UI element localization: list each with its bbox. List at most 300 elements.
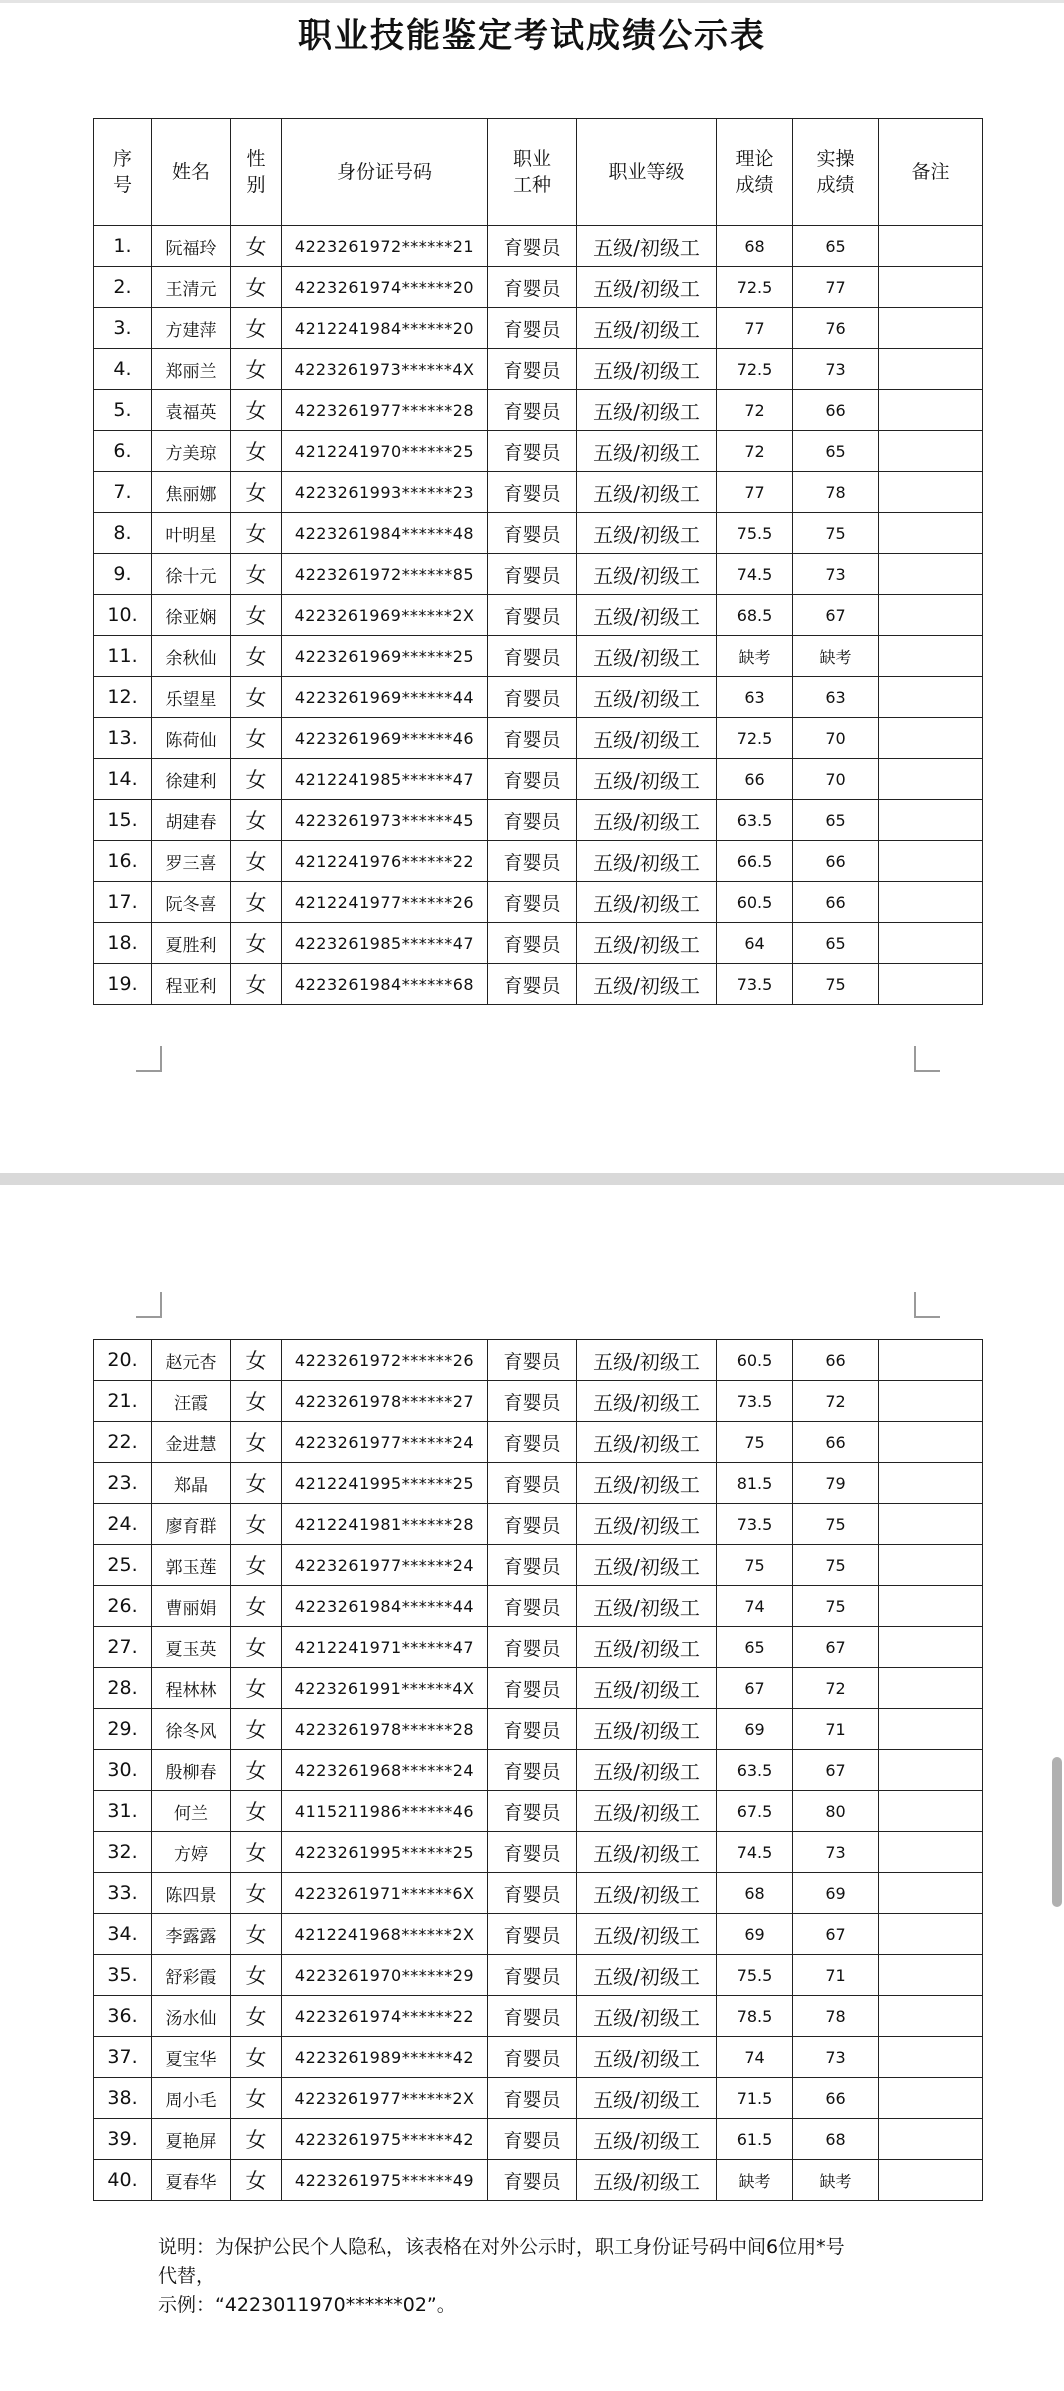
cell-level: 五级/初级工 <box>577 349 717 390</box>
cell-theory: 缺考 <box>717 2160 793 2201</box>
cell-name: 夏玉英 <box>152 1627 231 1668</box>
cell-practice: 66 <box>793 882 879 923</box>
table-row <box>94 1750 983 1791</box>
table-row <box>94 1832 983 1873</box>
cell-level: 五级/初级工 <box>577 759 717 800</box>
cell-job: 育婴员 <box>488 1750 577 1791</box>
cell-job: 育婴员 <box>488 882 577 923</box>
cell-practice: 65 <box>793 923 879 964</box>
cell-sex: 女 <box>231 554 282 595</box>
cell-sex: 女 <box>231 1381 282 1422</box>
cell-job: 育婴员 <box>488 2037 577 2078</box>
cell-theory: 71.5 <box>717 2078 793 2119</box>
privacy-note-line-2: 代替， <box>158 2265 216 2287</box>
table-row <box>94 964 983 1005</box>
cell-id: 4223261984******48 <box>282 513 488 554</box>
cell-practice: 73 <box>793 2037 879 2078</box>
cell-job: 育婴员 <box>488 2119 577 2160</box>
table-row <box>94 1463 983 1504</box>
cell-job: 育婴员 <box>488 1381 577 1422</box>
cell-no: 22. <box>94 1422 152 1463</box>
cell-job: 育婴员 <box>488 923 577 964</box>
cell-theory: 67.5 <box>717 1791 793 1832</box>
cell-sex: 女 <box>231 431 282 472</box>
privacy-note-line-1: 说明：为保护公民个人隐私，该表格在对外公示时，职工身份证号码中间6位用*号 <box>158 2236 845 2258</box>
cell-sex: 女 <box>231 2160 282 2201</box>
cell-id: 4212241976******22 <box>282 841 488 882</box>
cell-remark <box>879 1668 983 1709</box>
cell-no: 6. <box>94 431 152 472</box>
cell-practice: 70 <box>793 718 879 759</box>
cell-name: 周小毛 <box>152 2078 231 2119</box>
cell-no: 33. <box>94 1873 152 1914</box>
cell-name: 舒彩霞 <box>152 1955 231 1996</box>
cell-remark <box>879 554 983 595</box>
table-row <box>94 759 983 800</box>
cell-job: 育婴员 <box>488 1996 577 2037</box>
table-row <box>94 841 983 882</box>
cell-id: 4223261978******28 <box>282 1709 488 1750</box>
cell-id: 4223261975******42 <box>282 2119 488 2160</box>
cell-practice: 73 <box>793 349 879 390</box>
cell-theory: 74.5 <box>717 554 793 595</box>
cell-no: 21. <box>94 1381 152 1422</box>
table-row <box>94 1381 983 1422</box>
cell-practice: 65 <box>793 226 879 267</box>
cell-remark <box>879 1750 983 1791</box>
cell-job: 育婴员 <box>488 636 577 677</box>
cell-no: 32. <box>94 1832 152 1873</box>
cell-job: 育婴员 <box>488 349 577 390</box>
cell-theory: 65 <box>717 1627 793 1668</box>
cell-level: 五级/初级工 <box>577 718 717 759</box>
cell-id: 4223261989******42 <box>282 2037 488 2078</box>
table-row <box>94 2160 983 2201</box>
table-row <box>94 1996 983 2037</box>
cell-remark <box>879 1832 983 1873</box>
cell-name: 方建萍 <box>152 308 231 349</box>
cell-sex: 女 <box>231 718 282 759</box>
cell-id: 4223261978******27 <box>282 1381 488 1422</box>
cell-remark <box>879 390 983 431</box>
cell-name: 徐亚娴 <box>152 595 231 636</box>
cell-id: 4223261977******24 <box>282 1545 488 1586</box>
cell-job: 育婴员 <box>488 759 577 800</box>
cell-practice: 75 <box>793 964 879 1005</box>
cell-no: 10. <box>94 595 152 636</box>
cell-name: 乐望星 <box>152 677 231 718</box>
cell-practice: 缺考 <box>793 636 879 677</box>
cell-practice: 75 <box>793 1586 879 1627</box>
header-id: 身份证号码 <box>282 119 488 226</box>
cell-theory: 63.5 <box>717 1750 793 1791</box>
cell-id: 4223261972******85 <box>282 554 488 595</box>
cell-level: 五级/初级工 <box>577 1832 717 1873</box>
cell-level: 五级/初级工 <box>577 226 717 267</box>
cell-theory: 75 <box>717 1422 793 1463</box>
table-row <box>94 1709 983 1750</box>
cell-id: 4223261971******6X <box>282 1873 488 1914</box>
cell-theory: 60.5 <box>717 882 793 923</box>
cell-level: 五级/初级工 <box>577 2037 717 2078</box>
cell-practice: 78 <box>793 472 879 513</box>
cell-remark <box>879 267 983 308</box>
cell-no: 16. <box>94 841 152 882</box>
cell-sex: 女 <box>231 800 282 841</box>
cell-remark <box>879 226 983 267</box>
cell-id: 4223261969******46 <box>282 718 488 759</box>
cell-job: 育婴员 <box>488 1668 577 1709</box>
cell-sex: 女 <box>231 1955 282 1996</box>
cell-remark <box>879 1709 983 1750</box>
cell-name: 金进慧 <box>152 1422 231 1463</box>
cell-remark <box>879 2078 983 2119</box>
cell-job: 育婴员 <box>488 513 577 554</box>
cell-practice: 66 <box>793 841 879 882</box>
header-remark: 备注 <box>879 119 983 226</box>
cell-remark <box>879 2119 983 2160</box>
cell-practice: 66 <box>793 1422 879 1463</box>
cell-no: 20. <box>94 1340 152 1381</box>
cell-sex: 女 <box>231 1996 282 2037</box>
cell-remark <box>879 1381 983 1422</box>
cell-no: 12. <box>94 677 152 718</box>
cell-remark <box>879 882 983 923</box>
cell-job: 育婴员 <box>488 677 577 718</box>
cell-theory: 75.5 <box>717 513 793 554</box>
cell-no: 40. <box>94 2160 152 2201</box>
cell-sex: 女 <box>231 1545 282 1586</box>
cell-practice: 63 <box>793 677 879 718</box>
document-title: 职业技能鉴定考试成绩公示表 <box>298 16 766 56</box>
cell-id: 4223261995******25 <box>282 1832 488 1873</box>
cell-no: 7. <box>94 472 152 513</box>
cell-id: 4223261977******24 <box>282 1422 488 1463</box>
cell-name: 方婷 <box>152 1832 231 1873</box>
table-row <box>94 226 983 267</box>
cell-no: 2. <box>94 267 152 308</box>
cell-sex: 女 <box>231 308 282 349</box>
cell-theory: 72 <box>717 390 793 431</box>
cell-sex: 女 <box>231 923 282 964</box>
header-no: 序 号 <box>94 119 152 226</box>
cell-sex: 女 <box>231 390 282 431</box>
cell-no: 37. <box>94 2037 152 2078</box>
cell-job: 育婴员 <box>488 800 577 841</box>
cell-name: 郭玉莲 <box>152 1545 231 1586</box>
table-header-row <box>94 119 983 226</box>
cell-no: 17. <box>94 882 152 923</box>
table-row <box>94 2037 983 2078</box>
cell-job: 育婴员 <box>488 1832 577 1873</box>
cell-job: 育婴员 <box>488 2078 577 2119</box>
cell-no: 11. <box>94 636 152 677</box>
cell-id: 4223261973******45 <box>282 800 488 841</box>
header-practice: 实操 成绩 <box>793 119 879 226</box>
cell-remark <box>879 1955 983 1996</box>
cell-theory: 60.5 <box>717 1340 793 1381</box>
cell-id: 4223261970******29 <box>282 1955 488 1996</box>
cell-level: 五级/初级工 <box>577 1914 717 1955</box>
cell-practice: 75 <box>793 513 879 554</box>
cell-name: 阮冬喜 <box>152 882 231 923</box>
cell-no: 25. <box>94 1545 152 1586</box>
cell-no: 1. <box>94 226 152 267</box>
header-name: 姓名 <box>152 119 231 226</box>
cell-job: 育婴员 <box>488 226 577 267</box>
header-theory: 理论 成绩 <box>717 119 793 226</box>
cell-theory: 64 <box>717 923 793 964</box>
cell-sex: 女 <box>231 882 282 923</box>
cell-remark <box>879 759 983 800</box>
header-level: 职业等级 <box>577 119 717 226</box>
cell-theory: 61.5 <box>717 2119 793 2160</box>
cell-id: 4223261991******4X <box>282 1668 488 1709</box>
cell-remark <box>879 1791 983 1832</box>
cell-practice: 67 <box>793 1750 879 1791</box>
cell-remark <box>879 1463 983 1504</box>
cell-name: 程林林 <box>152 1668 231 1709</box>
cell-job: 育婴员 <box>488 431 577 472</box>
cell-job: 育婴员 <box>488 1791 577 1832</box>
cell-id: 4223261974******20 <box>282 267 488 308</box>
cell-practice: 77 <box>793 267 879 308</box>
cell-level: 五级/初级工 <box>577 390 717 431</box>
cell-job: 育婴员 <box>488 390 577 431</box>
cell-name: 徐冬风 <box>152 1709 231 1750</box>
cell-sex: 女 <box>231 513 282 554</box>
table-row <box>94 677 983 718</box>
cell-name: 郑晶 <box>152 1463 231 1504</box>
cell-level: 五级/初级工 <box>577 554 717 595</box>
cell-theory: 77 <box>717 472 793 513</box>
cell-sex: 女 <box>231 349 282 390</box>
cell-id: 4223261969******25 <box>282 636 488 677</box>
cell-practice: 67 <box>793 1914 879 1955</box>
cell-level: 五级/初级工 <box>577 513 717 554</box>
table-row <box>94 390 983 431</box>
cell-no: 8. <box>94 513 152 554</box>
cell-remark <box>879 1545 983 1586</box>
table-row <box>94 636 983 677</box>
cell-no: 3. <box>94 308 152 349</box>
cell-sex: 女 <box>231 636 282 677</box>
table-row <box>94 431 983 472</box>
cell-id: 4223261972******26 <box>282 1340 488 1381</box>
cell-theory: 73.5 <box>717 1504 793 1545</box>
cell-practice: 75 <box>793 1504 879 1545</box>
cell-remark <box>879 923 983 964</box>
cell-name: 李露露 <box>152 1914 231 1955</box>
cell-practice: 65 <box>793 431 879 472</box>
cell-practice: 71 <box>793 1709 879 1750</box>
cell-level: 五级/初级工 <box>577 1709 717 1750</box>
cell-theory: 缺考 <box>717 636 793 677</box>
cell-id: 4223261984******44 <box>282 1586 488 1627</box>
cell-sex: 女 <box>231 1750 282 1791</box>
cell-level: 五级/初级工 <box>577 1955 717 1996</box>
cell-job: 育婴员 <box>488 308 577 349</box>
cell-theory: 63 <box>717 677 793 718</box>
cell-sex: 女 <box>231 1832 282 1873</box>
cell-sex: 女 <box>231 1340 282 1381</box>
cell-remark <box>879 308 983 349</box>
cell-name: 廖育群 <box>152 1504 231 1545</box>
cell-level: 五级/初级工 <box>577 308 717 349</box>
cell-no: 4. <box>94 349 152 390</box>
cell-sex: 女 <box>231 1709 282 1750</box>
cell-id: 4223261993******23 <box>282 472 488 513</box>
cell-sex: 女 <box>231 2037 282 2078</box>
table-row <box>94 349 983 390</box>
cell-level: 五级/初级工 <box>577 1422 717 1463</box>
cell-id: 4212241984******20 <box>282 308 488 349</box>
cell-remark <box>879 595 983 636</box>
cell-name: 罗三喜 <box>152 841 231 882</box>
cell-no: 36. <box>94 1996 152 2037</box>
cell-practice: 73 <box>793 1832 879 1873</box>
cell-theory: 72.5 <box>717 718 793 759</box>
cell-level: 五级/初级工 <box>577 677 717 718</box>
cell-job: 育婴员 <box>488 718 577 759</box>
cell-id: 4212241985******47 <box>282 759 488 800</box>
cell-sex: 女 <box>231 1873 282 1914</box>
cell-no: 39. <box>94 2119 152 2160</box>
cell-practice: 75 <box>793 1545 879 1586</box>
cell-job: 育婴员 <box>488 1955 577 1996</box>
cell-name: 焦丽娜 <box>152 472 231 513</box>
cell-practice: 73 <box>793 554 879 595</box>
cell-practice: 66 <box>793 2078 879 2119</box>
cell-id: 4223261984******68 <box>282 964 488 1005</box>
cell-level: 五级/初级工 <box>577 431 717 472</box>
cell-job: 育婴员 <box>488 1340 577 1381</box>
cell-theory: 72 <box>717 431 793 472</box>
score-table-page-1 <box>93 118 983 1005</box>
cell-name: 汤水仙 <box>152 1996 231 2037</box>
cell-name: 胡建春 <box>152 800 231 841</box>
cell-sex: 女 <box>231 2119 282 2160</box>
cell-id: 4212241968******2X <box>282 1914 488 1955</box>
cell-level: 五级/初级工 <box>577 1627 717 1668</box>
cell-no: 35. <box>94 1955 152 1996</box>
cell-remark <box>879 636 983 677</box>
cell-id: 4212241971******47 <box>282 1627 488 1668</box>
cell-theory: 68 <box>717 1873 793 1914</box>
cell-level: 五级/初级工 <box>577 841 717 882</box>
cell-theory: 78.5 <box>717 1996 793 2037</box>
cell-level: 五级/初级工 <box>577 595 717 636</box>
cell-sex: 女 <box>231 964 282 1005</box>
cell-name: 陈四景 <box>152 1873 231 1914</box>
cell-practice: 72 <box>793 1381 879 1422</box>
cell-no: 19. <box>94 964 152 1005</box>
header-job: 职业 工种 <box>488 119 577 226</box>
cell-level: 五级/初级工 <box>577 1750 717 1791</box>
cell-theory: 66.5 <box>717 841 793 882</box>
table-row <box>94 1791 983 1832</box>
cell-theory: 75 <box>717 1545 793 1586</box>
cell-id: 4223261969******2X <box>282 595 488 636</box>
cell-theory: 74 <box>717 1586 793 1627</box>
cell-theory: 67 <box>717 1668 793 1709</box>
cell-name: 殷柳春 <box>152 1750 231 1791</box>
cell-name: 夏宝华 <box>152 2037 231 2078</box>
cell-level: 五级/初级工 <box>577 1381 717 1422</box>
cell-theory: 68 <box>717 226 793 267</box>
cell-level: 五级/初级工 <box>577 1996 717 2037</box>
cell-practice: 65 <box>793 800 879 841</box>
cell-level: 五级/初级工 <box>577 1504 717 1545</box>
cell-sex: 女 <box>231 841 282 882</box>
cell-sex: 女 <box>231 1463 282 1504</box>
page-break <box>0 1173 1064 1185</box>
cell-id: 4223261973******4X <box>282 349 488 390</box>
cell-level: 五级/初级工 <box>577 636 717 677</box>
cell-id: 4223261972******21 <box>282 226 488 267</box>
cell-job: 育婴员 <box>488 1709 577 1750</box>
cell-name: 余秋仙 <box>152 636 231 677</box>
table-row <box>94 1545 983 1586</box>
cell-sex: 女 <box>231 1586 282 1627</box>
crop-mark <box>136 1292 162 1318</box>
cell-job: 育婴员 <box>488 472 577 513</box>
cell-theory: 75.5 <box>717 1955 793 1996</box>
cell-level: 五级/初级工 <box>577 1340 717 1381</box>
cell-no: 13. <box>94 718 152 759</box>
scrollbar-thumb[interactable] <box>1052 1757 1062 1907</box>
cell-practice: 68 <box>793 2119 879 2160</box>
cell-id: 4212241977******26 <box>282 882 488 923</box>
cell-sex: 女 <box>231 267 282 308</box>
cell-no: 14. <box>94 759 152 800</box>
cell-id: 4212241981******28 <box>282 1504 488 1545</box>
cell-remark <box>879 718 983 759</box>
crop-mark <box>136 1046 162 1072</box>
cell-no: 34. <box>94 1914 152 1955</box>
cell-id: 4223261977******2X <box>282 2078 488 2119</box>
cell-name: 赵元杏 <box>152 1340 231 1381</box>
cell-level: 五级/初级工 <box>577 964 717 1005</box>
cell-name: 阮福玲 <box>152 226 231 267</box>
crop-mark <box>914 1046 940 1072</box>
cell-id: 4223261968******24 <box>282 1750 488 1791</box>
table-row <box>94 882 983 923</box>
cell-sex: 女 <box>231 1422 282 1463</box>
cell-theory: 69 <box>717 1914 793 1955</box>
cell-level: 五级/初级工 <box>577 1791 717 1832</box>
cell-name: 徐建利 <box>152 759 231 800</box>
cell-sex: 女 <box>231 1668 282 1709</box>
cell-practice: 76 <box>793 308 879 349</box>
cell-id: 4223261985******47 <box>282 923 488 964</box>
cell-job: 育婴员 <box>488 1873 577 1914</box>
cell-id: 4212241995******25 <box>282 1463 488 1504</box>
cell-job: 育婴员 <box>488 1422 577 1463</box>
cell-id: 4212241970******25 <box>282 431 488 472</box>
cell-practice: 70 <box>793 759 879 800</box>
score-table-page-2 <box>93 1339 983 2201</box>
cell-theory: 74.5 <box>717 1832 793 1873</box>
cell-name: 叶明星 <box>152 513 231 554</box>
cell-level: 五级/初级工 <box>577 2160 717 2201</box>
cell-level: 五级/初级工 <box>577 1463 717 1504</box>
cell-remark <box>879 349 983 390</box>
cell-sex: 女 <box>231 226 282 267</box>
cell-name: 王清元 <box>152 267 231 308</box>
cell-sex: 女 <box>231 1504 282 1545</box>
cell-theory: 69 <box>717 1709 793 1750</box>
